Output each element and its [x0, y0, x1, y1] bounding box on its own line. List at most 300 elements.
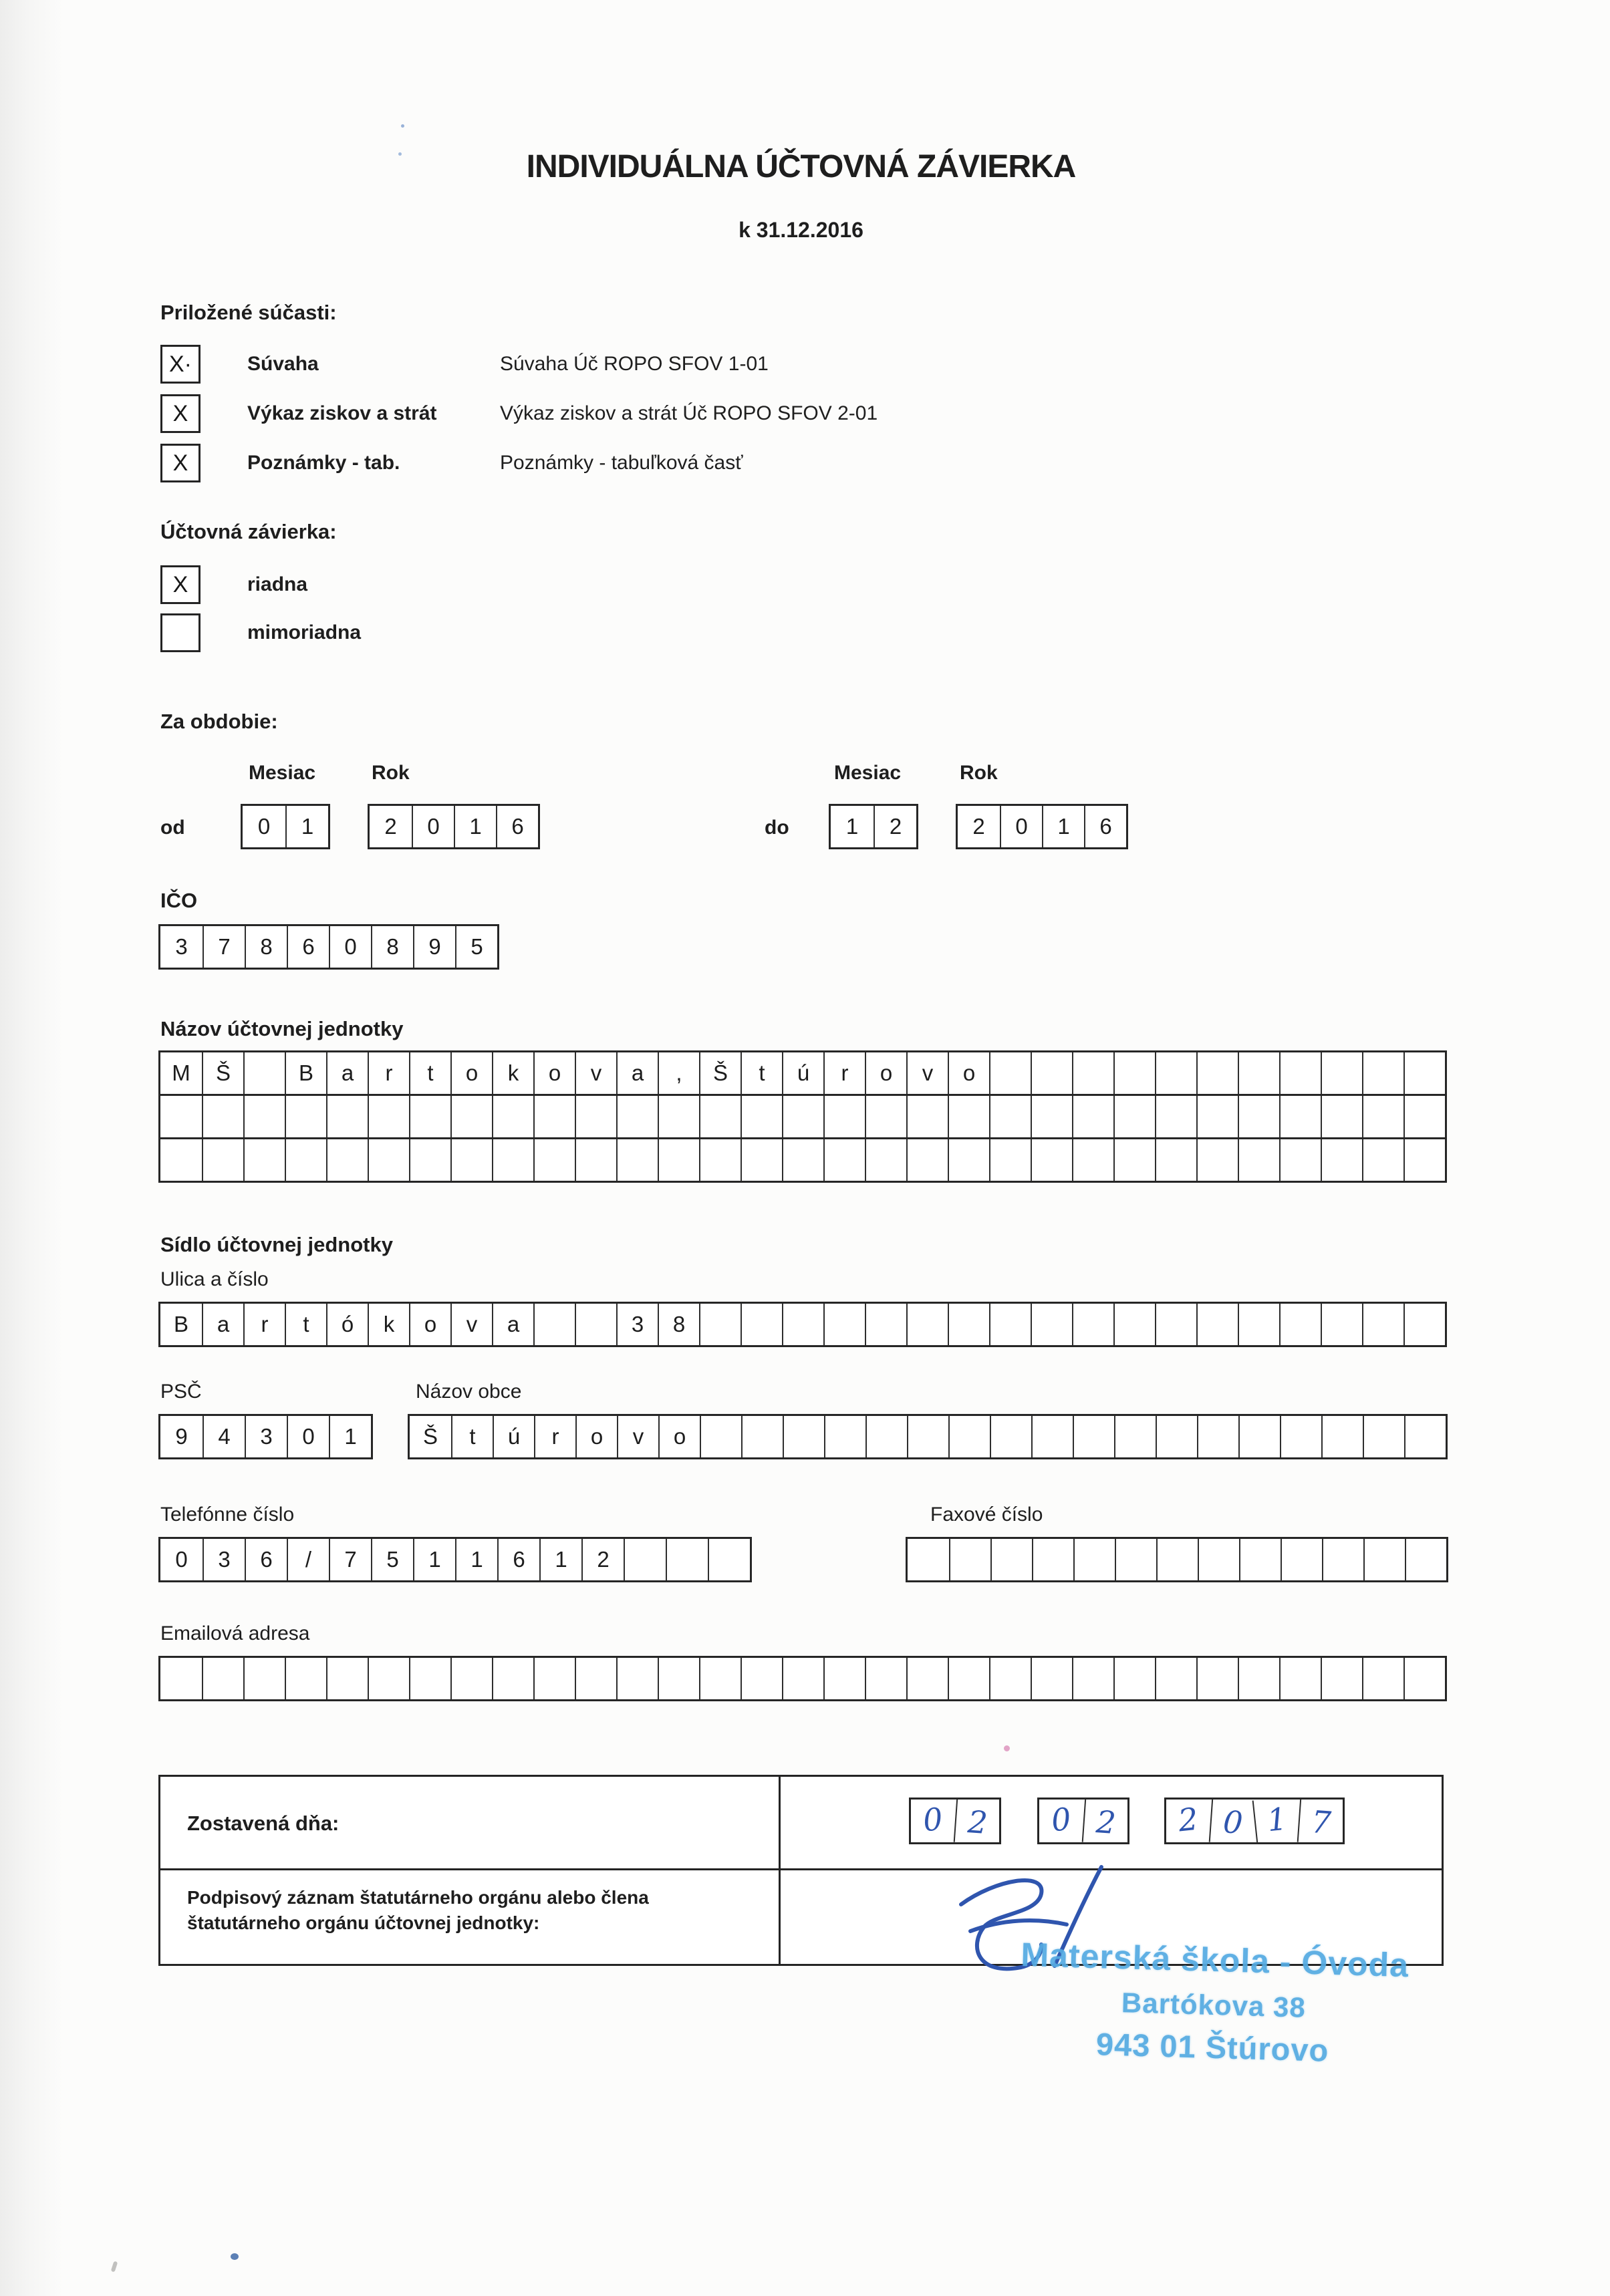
- grid-cell: 2: [581, 1539, 624, 1580]
- grid-cell: [741, 1416, 783, 1457]
- grid-cell: o: [948, 1052, 989, 1094]
- grid-cell: B: [173, 1312, 188, 1336]
- grid-cell: [1031, 1139, 1072, 1181]
- grid-cell: Š: [699, 1052, 741, 1094]
- grid-cell: 7: [203, 926, 245, 968]
- grid-cell: k: [368, 1304, 409, 1345]
- compiled-date-label: Zostavená dňa:: [187, 1812, 340, 1835]
- compiled-year-grid: [1164, 1798, 1345, 1844]
- grid-cell: 3: [616, 1304, 658, 1345]
- grid-cell: [989, 1096, 1031, 1137]
- period-from-label: od: [160, 817, 185, 839]
- grid-cell: [1196, 1096, 1238, 1137]
- grid-cell: r: [534, 1416, 575, 1457]
- fax-grid: [906, 1537, 1448, 1582]
- ico-label: IČO: [160, 889, 198, 912]
- grid-cell: [1031, 1658, 1072, 1699]
- grid-cell: 1: [454, 806, 496, 847]
- grid-cell: [450, 1139, 492, 1181]
- grid-cell: [1115, 1539, 1156, 1580]
- grid-cell: 2: [874, 806, 916, 847]
- grid-cell: [1031, 1304, 1072, 1345]
- address-heading: Sídlo účtovnej jednotky: [160, 1233, 393, 1256]
- grid-cell: 8: [658, 1304, 699, 1345]
- form-title: INDIVIDUÁLNA ÚČTOVNÁ ZÁVIERKA: [526, 149, 1076, 184]
- grid-cell: [285, 1096, 326, 1137]
- grid-cell: [575, 1139, 616, 1181]
- ink-speck: [1004, 1745, 1010, 1751]
- grid-cell: 0: [1000, 806, 1042, 847]
- grid-cell: 5: [455, 926, 497, 968]
- table-divider: [779, 1870, 781, 1966]
- grid-cell: [1196, 1304, 1238, 1345]
- grid-cell: [1031, 1096, 1072, 1137]
- grid-cell: [658, 1096, 699, 1137]
- grid-cell: k: [492, 1052, 533, 1094]
- grid-cell: [1362, 1096, 1403, 1137]
- attachment-description: Poznámky - tabuľková časť: [500, 452, 743, 474]
- grid-cell: o: [409, 1304, 450, 1345]
- table-divider: [779, 1777, 781, 1868]
- street-label: Ulica a číslo: [160, 1268, 269, 1290]
- grid-cell: [865, 1304, 906, 1345]
- grid-cell: [160, 1139, 202, 1181]
- grid-cell: t: [451, 1416, 493, 1457]
- grid-cell: 7: [329, 1539, 371, 1580]
- grid-cell: [533, 1139, 575, 1181]
- signature-label: Podpisový záznam štatutárneho orgánu alebo člena štatutárneho orgánu účtovnej jednotky:: [187, 1887, 649, 1933]
- grid-cell: [658, 1139, 699, 1181]
- grid-cell: r: [368, 1052, 409, 1094]
- grid-cell: 1: [845, 814, 859, 839]
- checkbox-riadna: X: [160, 565, 200, 604]
- grid-cell: 3: [245, 1416, 287, 1457]
- grid-cell: [823, 1096, 865, 1137]
- grid-cell: [783, 1416, 824, 1457]
- closing-row-mimoriadna: [160, 613, 361, 652]
- grid-cell: 2: [954, 1800, 1000, 1845]
- grid-cell: [533, 1304, 575, 1345]
- grid-cell: [202, 1139, 243, 1181]
- grid-cell: [865, 1658, 906, 1699]
- grid-cell: [948, 1096, 989, 1137]
- grid-cell: [1362, 1052, 1403, 1094]
- grid-cell: v: [450, 1304, 492, 1345]
- grid-cell: [575, 1304, 616, 1345]
- street-grid: [158, 1302, 1447, 1347]
- email-label: Emailová adresa: [160, 1622, 310, 1644]
- grid-cell: r: [823, 1052, 865, 1094]
- grid-cell: a: [492, 1304, 533, 1345]
- psc-label: PSČ: [160, 1381, 202, 1403]
- grid-cell: [1279, 1096, 1321, 1137]
- grid-cell: [908, 1539, 949, 1580]
- grid-cell: [948, 1304, 989, 1345]
- grid-cell: [1238, 1304, 1279, 1345]
- grid-cell: [202, 1658, 243, 1699]
- grid-cell: [1156, 1539, 1198, 1580]
- grid-cell: 0: [287, 1416, 329, 1457]
- grid-cell: [782, 1139, 823, 1181]
- grid-cell: [368, 1096, 409, 1137]
- grid-cell: 2: [972, 814, 985, 839]
- grid-cell: [160, 1658, 202, 1699]
- entity-name-row-1: [158, 1050, 1447, 1096]
- grid-cell: [160, 1096, 202, 1137]
- grid-cell: [948, 1658, 989, 1699]
- grid-cell: [1321, 1096, 1362, 1137]
- attachment-label: Výkaz ziskov a strát: [247, 402, 437, 424]
- grid-cell: [1362, 1304, 1403, 1345]
- grid-cell: [492, 1139, 533, 1181]
- grid-cell: [906, 1096, 948, 1137]
- ico-grid: [158, 924, 499, 970]
- checkbox-poznamky: X: [160, 444, 200, 482]
- grid-cell: [1155, 1304, 1196, 1345]
- grid-cell: o: [658, 1416, 700, 1457]
- grid-cell: [285, 1139, 326, 1181]
- attachment-label: Poznámky - tab.: [247, 452, 400, 474]
- grid-cell: [1031, 1416, 1073, 1457]
- grid-cell: [1072, 1052, 1113, 1094]
- grid-cell: [1197, 1416, 1238, 1457]
- period-from-month-grid: [241, 804, 330, 849]
- grid-cell: [1113, 1304, 1155, 1345]
- grid-cell: v: [575, 1052, 616, 1094]
- attachment-row-poznamky: [160, 444, 743, 482]
- grid-cell: 2: [384, 814, 397, 839]
- email-grid: [158, 1656, 1447, 1701]
- grid-cell: [1404, 1416, 1446, 1457]
- form-date-line: k 31.12.2016: [739, 218, 863, 242]
- grid-cell: [409, 1096, 450, 1137]
- attachment-row-suvaha: [160, 345, 769, 384]
- grid-cell: [1072, 1304, 1113, 1345]
- grid-cell: [492, 1658, 533, 1699]
- grid-cell: [202, 1096, 243, 1137]
- period-to-year-label: Rok: [960, 762, 998, 784]
- grid-cell: [368, 1658, 409, 1699]
- grid-cell: t: [285, 1304, 326, 1345]
- period-to-month-grid: [829, 804, 918, 849]
- grid-cell: [1031, 1052, 1072, 1094]
- grid-cell: [1113, 1658, 1155, 1699]
- city-label: Názov obce: [416, 1381, 522, 1403]
- grid-cell: ,: [658, 1052, 699, 1094]
- period-to-year-grid: [956, 804, 1128, 849]
- grid-cell: [1155, 1052, 1196, 1094]
- grid-cell: 6: [1084, 806, 1126, 847]
- closing-label: riadna: [247, 573, 308, 595]
- grid-cell: [1072, 1139, 1113, 1181]
- entity-name-row-3: [158, 1137, 1447, 1183]
- compiled-month-grid: [1037, 1798, 1129, 1844]
- grid-cell: [1321, 1304, 1362, 1345]
- grid-cell: Š: [422, 1424, 438, 1449]
- grid-cell: 3: [175, 934, 188, 959]
- grid-cell: 9: [175, 1424, 188, 1449]
- psc-grid: [158, 1414, 373, 1459]
- grid-cell: [989, 1139, 1031, 1181]
- grid-cell: [450, 1096, 492, 1137]
- grid-cell: 3: [203, 1539, 245, 1580]
- grid-cell: t: [741, 1052, 782, 1094]
- grid-cell: [1403, 1139, 1445, 1181]
- grid-cell: [616, 1139, 658, 1181]
- grid-cell: [1403, 1304, 1445, 1345]
- grid-cell: [1280, 1416, 1321, 1457]
- grid-cell: 6: [496, 806, 538, 847]
- grid-cell: 2: [1082, 1800, 1129, 1845]
- grid-cell: [1156, 1416, 1197, 1457]
- grid-cell: [741, 1096, 782, 1137]
- grid-cell: a: [616, 1052, 658, 1094]
- grid-cell: ú: [782, 1052, 823, 1094]
- grid-cell: [1321, 1658, 1362, 1699]
- grid-cell: o: [865, 1052, 906, 1094]
- grid-cell: [907, 1416, 948, 1457]
- grid-cell: [906, 1658, 948, 1699]
- grid-cell: 1: [1042, 806, 1084, 847]
- grid-cell: [741, 1139, 782, 1181]
- grid-cell: [1239, 1539, 1281, 1580]
- grid-cell: [708, 1539, 750, 1580]
- grid-cell: 0: [1209, 1800, 1256, 1845]
- grid-cell: [1238, 1096, 1279, 1137]
- grid-cell: [865, 1416, 907, 1457]
- stamp-line-1: Materská škola - Óvoda: [1020, 1935, 1410, 1985]
- grid-cell: 1: [329, 1416, 371, 1457]
- grid-cell: t: [409, 1052, 450, 1094]
- stamp-line-3: 943 01 Štúrovo: [1095, 2026, 1330, 2068]
- grid-cell: v: [906, 1052, 948, 1094]
- grid-cell: 6: [497, 1539, 539, 1580]
- grid-cell: [1072, 1096, 1113, 1137]
- grid-cell: [326, 1096, 368, 1137]
- grid-cell: [1114, 1416, 1156, 1457]
- grid-cell: [699, 1304, 741, 1345]
- grid-cell: M: [172, 1060, 190, 1085]
- grid-cell: [1279, 1052, 1321, 1094]
- grid-cell: [409, 1139, 450, 1181]
- entity-name-row-2: [158, 1094, 1447, 1139]
- grid-cell: [1196, 1139, 1238, 1181]
- stamp-line-2: Bartókova 38: [1121, 1987, 1307, 2023]
- grid-cell: 0: [257, 814, 271, 839]
- grid-cell: [906, 1139, 948, 1181]
- grid-cell: [243, 1052, 285, 1094]
- grid-cell: [824, 1416, 865, 1457]
- grid-cell: [948, 1416, 990, 1457]
- entity-name-grid: [158, 1050, 1447, 1183]
- grid-cell: 1: [539, 1539, 581, 1580]
- grid-cell: [1238, 1139, 1279, 1181]
- grid-cell: [1238, 1416, 1280, 1457]
- grid-cell: [1321, 1416, 1363, 1457]
- grid-cell: /: [287, 1539, 329, 1580]
- grid-cell: [1321, 1139, 1362, 1181]
- grid-cell: [1198, 1539, 1239, 1580]
- grid-cell: ó: [326, 1304, 368, 1345]
- grid-cell: [285, 1658, 326, 1699]
- grid-cell: [243, 1096, 285, 1137]
- grid-cell: [1072, 1658, 1113, 1699]
- grid-cell: [699, 1139, 741, 1181]
- grid-cell: [1073, 1539, 1115, 1580]
- period-to-month-label: Mesiac: [834, 762, 902, 784]
- grid-cell: [1155, 1658, 1196, 1699]
- grid-cell: 1: [455, 1539, 497, 1580]
- city-grid: [408, 1414, 1448, 1459]
- grid-cell: a: [202, 1304, 243, 1345]
- grid-cell: [1238, 1658, 1279, 1699]
- grid-cell: 6: [287, 926, 329, 968]
- grid-cell: [1113, 1096, 1155, 1137]
- grid-cell: [989, 1052, 1031, 1094]
- grid-cell: 7: [1297, 1800, 1344, 1845]
- closing-label: mimoriadna: [247, 621, 362, 643]
- grid-cell: 0: [175, 1547, 188, 1572]
- grid-cell: ú: [493, 1416, 534, 1457]
- grid-cell: 6: [245, 1539, 287, 1580]
- attachment-description: Výkaz ziskov a strát Úč ROPO SFOV 2-01: [500, 402, 878, 424]
- grid-cell: [989, 1658, 1031, 1699]
- grid-cell: [700, 1416, 741, 1457]
- grid-cell: [409, 1658, 450, 1699]
- grid-cell: [1405, 1539, 1446, 1580]
- grid-cell: [989, 1304, 1031, 1345]
- grid-cell: o: [450, 1052, 492, 1094]
- grid-cell: [741, 1658, 782, 1699]
- grid-cell: 0: [329, 926, 371, 968]
- grid-cell: [1362, 1658, 1403, 1699]
- grid-cell: [1403, 1658, 1445, 1699]
- grid-cell: 5: [371, 1539, 413, 1580]
- grid-cell: [666, 1539, 708, 1580]
- grid-cell: [1281, 1539, 1322, 1580]
- period-to-label: do: [765, 817, 789, 839]
- grid-cell: v: [617, 1416, 658, 1457]
- grid-cell: [1403, 1052, 1445, 1094]
- attachment-row-vykaz: [160, 394, 878, 433]
- scan-edge-shading: [0, 0, 63, 2296]
- grid-cell: [658, 1658, 699, 1699]
- grid-cell: [865, 1139, 906, 1181]
- grid-cell: [949, 1539, 990, 1580]
- grid-cell: [1238, 1052, 1279, 1094]
- checkbox-vykaz: X: [160, 394, 200, 433]
- grid-cell: [533, 1096, 575, 1137]
- grid-cell: [1279, 1139, 1321, 1181]
- attachment-label: Súvaha: [247, 353, 319, 375]
- grid-cell: [948, 1139, 989, 1181]
- grid-cell: 0: [1049, 1800, 1073, 1839]
- grid-cell: 1: [1252, 1796, 1301, 1844]
- grid-cell: [699, 1096, 741, 1137]
- grid-cell: [326, 1139, 368, 1181]
- grid-cell: [1073, 1416, 1114, 1457]
- grid-cell: [823, 1139, 865, 1181]
- grid-cell: [243, 1658, 285, 1699]
- ink-speck: [401, 124, 404, 128]
- scan-mark: [111, 2261, 118, 2272]
- ink-speck: [398, 152, 402, 156]
- company-stamp: [1009, 1935, 1420, 2069]
- grid-cell: 1: [285, 806, 328, 847]
- checkbox-suvaha: X·: [160, 345, 200, 384]
- grid-cell: [368, 1139, 409, 1181]
- entity-name-label: Názov účtovnej jednotky: [160, 1017, 404, 1040]
- grid-cell: a: [326, 1052, 368, 1094]
- grid-cell: [1363, 1539, 1405, 1580]
- phone-label: Telefónne číslo: [160, 1503, 295, 1526]
- grid-cell: [990, 1539, 1032, 1580]
- grid-cell: [492, 1096, 533, 1137]
- grid-cell: [326, 1658, 368, 1699]
- grid-cell: [906, 1304, 948, 1345]
- grid-cell: [782, 1658, 823, 1699]
- attachments-heading: Priložené súčasti:: [160, 301, 337, 324]
- grid-cell: Š: [202, 1052, 243, 1094]
- grid-cell: 0: [412, 806, 454, 847]
- grid-cell: 4: [203, 1416, 245, 1457]
- grid-cell: [782, 1304, 823, 1345]
- grid-cell: [575, 1096, 616, 1137]
- grid-cell: [1279, 1304, 1321, 1345]
- compiled-day-grid: [909, 1798, 1001, 1844]
- grid-cell: [616, 1658, 658, 1699]
- grid-cell: [1403, 1096, 1445, 1137]
- grid-cell: [1196, 1658, 1238, 1699]
- grid-cell: [1032, 1539, 1073, 1580]
- grid-cell: [823, 1658, 865, 1699]
- grid-cell: [624, 1539, 666, 1580]
- grid-cell: [1321, 1052, 1362, 1094]
- grid-cell: 1: [413, 1539, 455, 1580]
- grid-cell: 2: [1176, 1800, 1200, 1839]
- grid-cell: [533, 1658, 575, 1699]
- checkbox-mimoriadna: [160, 613, 200, 652]
- grid-cell: [823, 1304, 865, 1345]
- grid-cell: 8: [371, 926, 413, 968]
- grid-cell: [699, 1658, 741, 1699]
- grid-cell: [1155, 1139, 1196, 1181]
- grid-cell: o: [575, 1416, 617, 1457]
- period-heading: Za obdobie:: [160, 710, 278, 733]
- grid-cell: 9: [413, 926, 455, 968]
- closing-row-riadna: [160, 565, 307, 604]
- grid-cell: r: [243, 1304, 285, 1345]
- grid-cell: [1279, 1658, 1321, 1699]
- grid-cell: [782, 1096, 823, 1137]
- grid-cell: [1113, 1139, 1155, 1181]
- ink-speck: [231, 2253, 239, 2260]
- grid-cell: [616, 1096, 658, 1137]
- grid-cell: 0: [921, 1800, 945, 1839]
- phone-grid: [158, 1537, 752, 1582]
- grid-cell: [990, 1416, 1031, 1457]
- grid-cell: [1196, 1052, 1238, 1094]
- grid-cell: B: [285, 1052, 326, 1094]
- grid-cell: [1322, 1539, 1363, 1580]
- attachment-description: Súvaha Úč ROPO SFOV 1-01: [500, 353, 769, 375]
- grid-cell: [450, 1658, 492, 1699]
- closing-type-heading: Účtovná závierka:: [160, 520, 337, 543]
- grid-cell: [1113, 1052, 1155, 1094]
- grid-cell: [741, 1304, 782, 1345]
- grid-cell: 8: [245, 926, 287, 968]
- grid-cell: [1155, 1096, 1196, 1137]
